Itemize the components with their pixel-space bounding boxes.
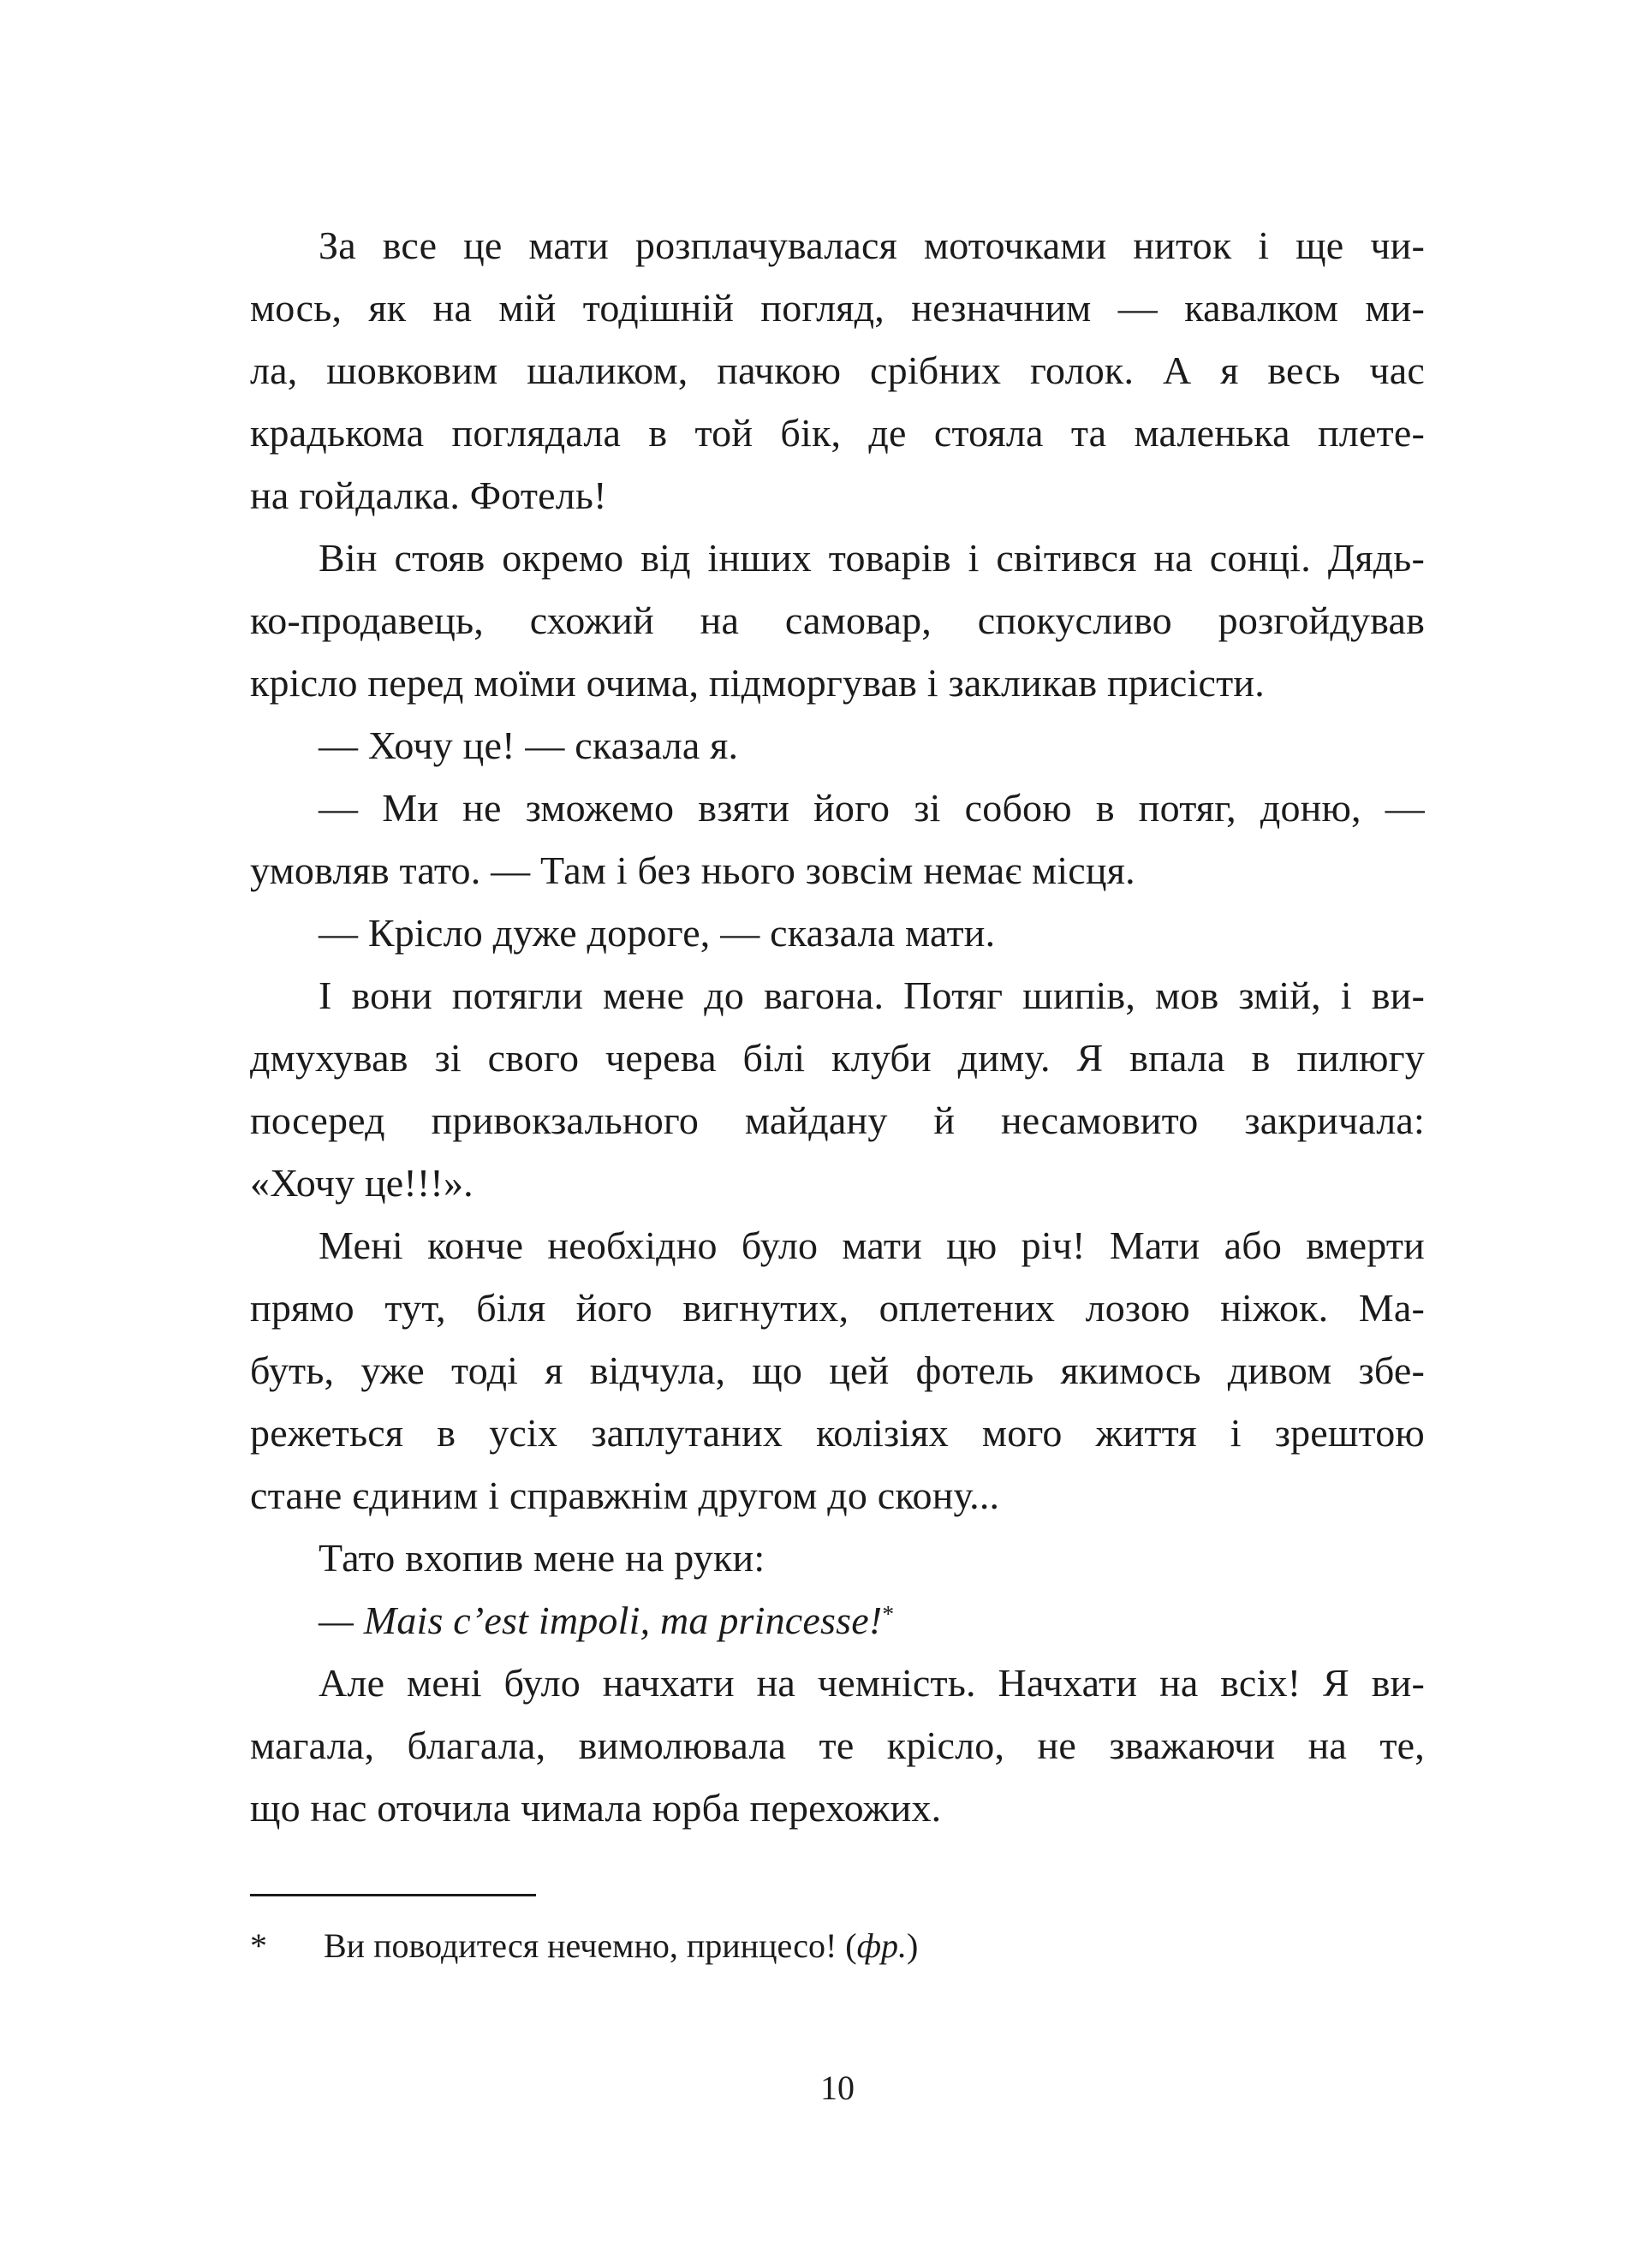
- footnote-lang-label: фр.: [856, 1926, 908, 1965]
- text-line: ла, шовковим шаликом, пачкою срібних голок. А я весь час: [250, 348, 1425, 392]
- text-line: — Хочу це! — сказала я.: [319, 723, 739, 767]
- footnote-asterisk: *: [250, 1926, 267, 1965]
- text-line: Тато вхопив мене на руки:: [319, 1536, 765, 1580]
- text-line: посеред привокзального майдану й несамовито закричала:: [250, 1098, 1425, 1142]
- text-line: мось, як на мій тодішній погляд, незначним — кавалком ми-: [250, 286, 1425, 330]
- text-line: магала, благала, вимолювала те крісло, не зважаючи на те,: [250, 1723, 1425, 1767]
- text-line: режеться в усіх заплутаних колізіях мого життя і зрештою: [250, 1411, 1425, 1455]
- text-line: крадькома поглядала в той бік, де стояла та маленька плете-: [250, 411, 1425, 455]
- text-line: Мені конче необхідно було мати цю річ! Мати або вмерти: [319, 1223, 1425, 1267]
- text-line: «Хочу це!!!».: [250, 1161, 474, 1205]
- text-line: — Mais c’est impoli, ma princesse!*: [319, 1598, 895, 1642]
- text-line: — Крісло дуже дороге, — сказала мати.: [319, 911, 996, 955]
- footnote-text-main: Ви поводитеся нечемно, принцесо! (: [324, 1926, 857, 1965]
- body-text: [250, 214, 1425, 1839]
- text-line: крісло перед моїми очима, підморгував і закликав присісти.: [250, 661, 1265, 705]
- page-number: 10: [820, 2069, 855, 2107]
- text-line: що нас оточила чимала юрба перехожих.: [250, 1786, 942, 1830]
- text-line: буть, уже тоді я відчула, що цей фотель якимось дивом збе-: [250, 1348, 1425, 1392]
- text-line: умовляв тато. — Там і без нього зовсім немає місця.: [250, 848, 1135, 892]
- text-line: Але мені було начхати на чемність. Начхати на всіх! Я ви-: [319, 1661, 1425, 1705]
- text-line: прямо тут, біля його вигнутих, оплетених лозою ніжок. Ма-: [250, 1286, 1425, 1330]
- text-line: стане єдиним і справжнім другом до скону...: [250, 1473, 1000, 1517]
- text-line: на гойдалка. Фотель!: [250, 473, 607, 517]
- text-line: І вони потягли мене до вагона. Потяг шипів, мов змій, і ви-: [319, 973, 1425, 1017]
- text-line: За все це мати розплачувалася моточками ниток і ще чи-: [319, 223, 1425, 267]
- footnote: [250, 1925, 1425, 1967]
- footnote-text-suffix: ): [907, 1926, 919, 1965]
- text-line: дмухував зі свого черева білі клуби диму. Я впала в пилюгу: [250, 1036, 1425, 1080]
- text-line: — Ми не зможемо взяти його зі собою в потяг, доню, —: [319, 786, 1425, 830]
- footnote-text: [324, 1925, 918, 1967]
- footnote-rule: [250, 1894, 536, 1896]
- text-line: ко-продавець, схожий на самовар, спокусливо розгойдував: [250, 598, 1425, 642]
- footnote-reference-marker: *: [882, 1600, 895, 1627]
- text-line: Він стояв окремо від інших товарів і світився на сонці. Дядь-: [319, 536, 1425, 580]
